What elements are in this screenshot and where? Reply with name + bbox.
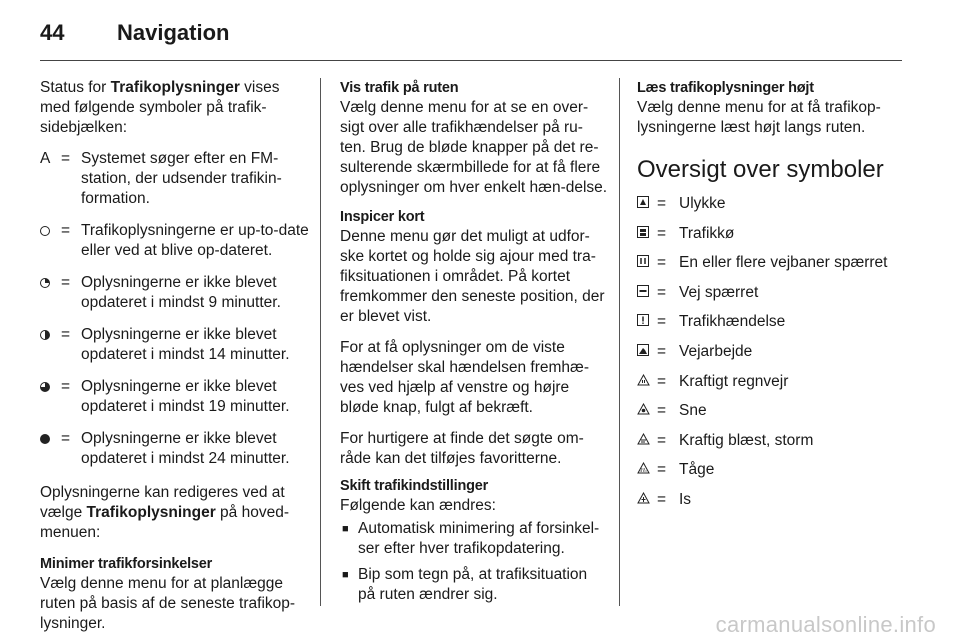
fog-icon [637,460,657,480]
status-item-half: = Oplysningerne er ikke blevet opdateret i mindst 14 minutter. [40,325,310,365]
status-item-full: = Oplysningerne er ikke blevet opdateret i mindst 24 minutter. [40,429,310,469]
symbol-row: = Vej spærret [637,283,917,303]
three-quarter-circle-icon [40,382,50,392]
column-3 [637,78,917,520]
inspect-map-block [340,207,608,469]
symbol-row: = Trafikkø [637,224,917,244]
column-divider-1 [320,78,321,606]
watermark: carmanualsonline.info [715,612,936,637]
symbols-section-title: Oversigt over symboler [637,156,884,183]
storm-icon [637,431,657,451]
header-rule [40,60,902,61]
symbol-row: = Kraftigt regnvejr [637,372,917,392]
column-2 [340,78,608,611]
symbol-row: = Sne [637,401,917,421]
settings-bullet: ■ Automatisk minimering af forsinkel-ser efter hver trafikopdatering. [342,520,600,557]
bullet-square-icon: ■ [342,569,349,581]
page-title: Navigation [117,20,230,45]
settings-heading: Skift trafikindstillinger [340,478,489,494]
bullet-square-icon: ■ [342,523,349,535]
read-aloud-heading: Læs trafikoplysninger højt [637,80,814,96]
symbol-row: = En eller flere vejbaner spærret [637,253,917,273]
read-aloud-block [637,78,917,138]
status-item-three-quarter: = Oplysningerne er ikke blevet opdateret i mindst 19 minutter. [40,377,310,417]
settings-intro: Følgende kan ændres: [340,497,496,514]
inspect-map-heading: Inspicer kort [340,209,425,225]
status-intro: Status for Trafikoplysninger vises med følgende symboler på trafik-sidebjælken: [40,79,280,136]
show-traffic-heading: Vis trafik på ruten [340,80,459,96]
show-traffic-block [340,78,608,198]
symbol-row: = Ulykke [637,194,917,214]
minimize-heading: Minimer trafikforsinkelser [40,556,213,572]
traffic-incident-icon [637,312,657,332]
empty-circle-icon [40,226,50,236]
inspect-map-text-2: For at få oplysninger om de viste hændelser skal hændelsen fremhæ-ves ved hjælp af venstre og højre bløde knap, fulgt af bekræft. [340,339,589,416]
page-header [40,18,920,62]
column-1 [40,78,310,634]
status-symbol-a: A [40,150,51,167]
symbol-row: = Vejarbejde [637,342,917,362]
roadworks-icon [637,342,657,362]
heavy-rain-icon [637,372,657,392]
read-aloud-text: Vælg denne menu for at få trafikop-lysningerne læst højt langs ruten. [637,99,881,136]
edit-paragraph: Oplysningerne kan redigeres ved at vælge Trafikoplysninger på hoved-menuen: [40,484,289,541]
quarter-circle-icon [40,278,50,288]
accident-icon [637,194,657,214]
status-item-quarter: = Oplysningerne er ikke blevet opdateret i mindst 9 minutter. [40,273,310,313]
inspect-map-text-1: Denne menu gør det muligt at udfor-ske kortet og holde sig ajour med tra-fiksituationen i området. På kortet fremkommer den seneste position, der er blevet vist. [340,228,605,325]
column-divider-2 [619,78,620,606]
lanes-closed-icon [637,253,657,273]
snow-icon [637,401,657,421]
minimize-text: Vælg denne menu for at planlægge ruten på basis af de seneste trafikop-lysninger. [40,575,296,632]
symbol-row: = Kraftig blæst, storm [637,431,917,451]
symbol-row: = Tåge [637,460,917,480]
settings-bullet: ■ Bip som tegn på, at trafiksituation på ruten ændrer sig. [342,566,588,603]
symbol-row: = Is [637,490,917,510]
settings-block [340,476,608,605]
half-circle-icon [40,330,50,340]
status-item-empty: = Trafikoplysningerne er up-to-date eller ved at blive op-dateret. [40,221,310,261]
status-item-a: A = Systemet søger efter en FM-station, der udsender trafikin-formation. [40,150,282,207]
full-circle-icon [40,434,50,444]
page-number: 44 [40,20,65,45]
traffic-jam-icon [637,224,657,244]
ice-icon [637,490,657,510]
symbol-row: = Trafikhændelse [637,312,917,332]
minimize-block [40,554,310,634]
inspect-map-text-3: For hurtigere at finde det søgte om-råde kan det tilføjes favoritterne. [340,430,584,467]
show-traffic-text: Vælg denne menu for at se en over-sigt over alle trafikhændelser på ru-ten. Brug de bløde knapper på det re-sulterende skærmbillede for at få flere oplysninger om hver enkelt hæn-delse. [340,99,608,196]
road-closed-icon [637,283,657,303]
